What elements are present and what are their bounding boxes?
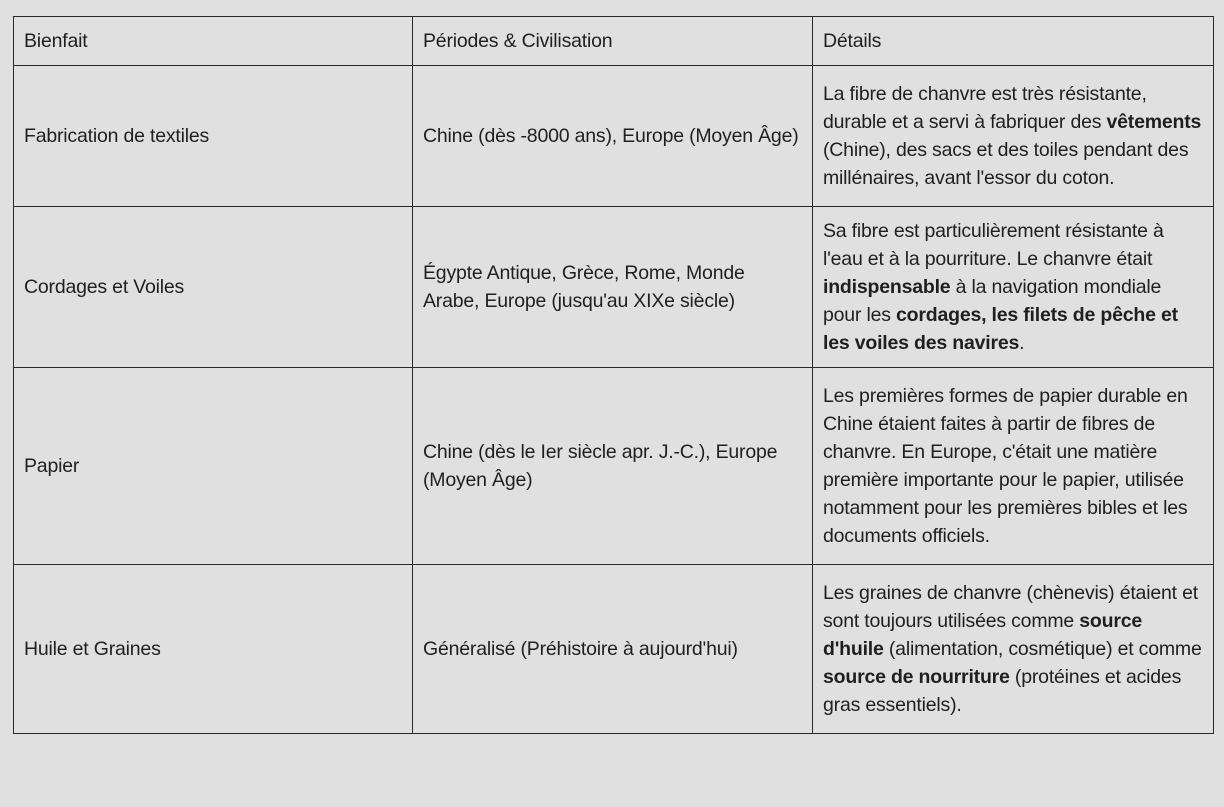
header-bienfait: Bienfait [14, 17, 413, 66]
details-emphasis: indispensable [823, 276, 951, 298]
header-row [14, 17, 1214, 66]
details-cell [813, 207, 1214, 368]
details-text: Les graines de chanvre (chènevis) étaient et sont toujours utilisées comme [823, 582, 1198, 632]
details-emphasis: cordages, les filets de pêche et les voiles des navires [823, 304, 1178, 354]
periodes-cell: Chine (dès le Ier siècle apr. J.-C.), Europe (Moyen Âge) [413, 368, 813, 565]
details-emphasis: source d'huile [823, 610, 1143, 660]
table-row [14, 368, 1214, 565]
details-text: . [1019, 332, 1025, 354]
table-row [14, 66, 1214, 207]
details-text: (protéines et acides gras essentiels). [823, 666, 1182, 716]
details-text: Sa fibre est particulièrement résistante à l'eau et à la pourriture. Le chanvre était [823, 220, 1164, 270]
details-text: à la navigation mondiale pour les [823, 276, 1162, 326]
details-text: La fibre de chanvre est très résistante, durable et a servi à fabriquer des [823, 83, 1147, 133]
bienfait-cell: Fabrication de textiles [14, 66, 413, 207]
table-row [14, 565, 1214, 734]
details-cell [813, 565, 1214, 734]
header-periodes: Périodes & Civilisation [413, 17, 813, 66]
details-emphasis: vêtements [1106, 111, 1202, 133]
details-emphasis: source de nourriture [823, 666, 1010, 688]
bienfait-cell: Cordages et Voiles [14, 207, 413, 368]
details-text: (alimentation, cosmétique) et comme [883, 638, 1202, 660]
bienfait-cell: Papier [14, 368, 413, 565]
details-text: (Chine), des sacs et des toiles pendant des millénaires, avant l'essor du coton. [823, 139, 1189, 189]
bienfait-cell: Huile et Graines [14, 565, 413, 734]
table-row [14, 207, 1214, 368]
header-details: Détails [813, 17, 1214, 66]
periodes-cell: Généralisé (Préhistoire à aujourd'hui) [413, 565, 813, 734]
details-cell [813, 66, 1214, 207]
hemp-benefits-table [13, 16, 1214, 734]
details-text: Les premières formes de papier durable en Chine étaient faites à partir de fibres de chanvre. En Europe, c'était une matière première importante pour le papier, utilisée notamment pour les premières bibles et les documents officiels. [823, 385, 1188, 547]
details-cell [813, 368, 1214, 565]
periodes-cell: Chine (dès -8000 ans), Europe (Moyen Âge) [413, 66, 813, 207]
periodes-cell: Égypte Antique, Grèce, Rome, Monde Arabe, Europe (jusqu'au XIXe siècle) [413, 207, 813, 368]
